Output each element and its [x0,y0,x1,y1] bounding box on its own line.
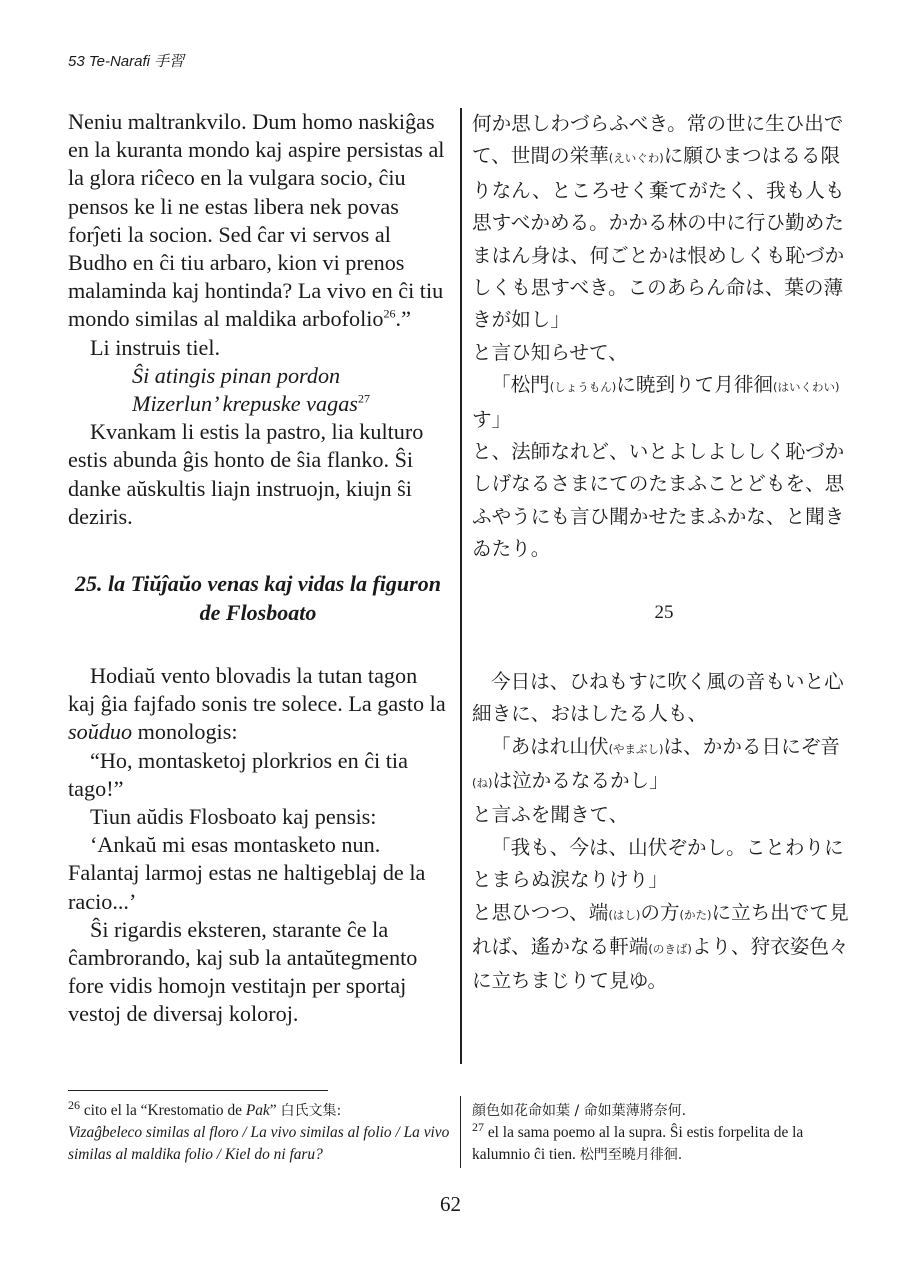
footnote-text [472,1119,856,1166]
footnote-27 [472,1100,856,1166]
ruby-reading: (はし) [608,907,641,922]
footnote-cjk: 白氏文集: [280,1103,342,1119]
ruby-reading: (ね) [472,775,493,790]
paragraph-text: に立ち出でて見れば、遙かなる軒端 [472,900,849,958]
ruby-reading: (やまぶし) [608,741,664,756]
section-number: 25 [654,601,674,623]
footnote-text-part: ” [269,1102,281,1119]
running-header: 53 Te-Narafi 手習 [68,53,185,70]
paragraph: と言ふを聞きて、 [472,803,629,827]
footnote-translation: Vizaĝbeleco similas al floro / La vivo similas al folio / La vivo similas al maldika folio / Kiel do ni faru? [68,1124,450,1163]
paragraph-text: Neniu maltrankvilo. Dum homo naskiĝas en la kuranta mondo kaj aspire persistas al la glora riĉeco en la vulgara socio, ĉiu pensos ke li ne estas libera nek povas forĵeti la socion. Sed ĉar vi servos al Budho en ĉi tiu arbaro, kion vi prenos malaminda kaj hontinda? La vivo en ĉi tiu mondo similas al maldika arbofolio [68,109,445,332]
paragraph-text: の方 [640,900,680,924]
emphasis: soŭduo [68,719,133,745]
poem-line: Ŝi atingis pinan pordon [132,362,341,388]
paragraph [472,369,856,436]
paragraph-text: monologis: [132,719,238,745]
paragraph: “Ho, montasketoj plorkrios en ĉi tia tago!” [68,747,408,801]
paragraph-text: 何か思しわづらふべき。常の世に生ひ出でて、世間の栄華 [472,112,844,168]
paragraph: と言ひ知らせて、 [472,340,628,364]
ruby-reading: (のきば) [648,941,692,956]
footnote-cjk: 顔色如花命如葉 / 命如葉薄將奈何. [472,1103,687,1119]
ruby-reading: (えいぐわ) [608,151,664,166]
paragraph [472,897,856,998]
footnote-text [68,1097,450,1122]
footnote-26 [68,1097,450,1166]
paragraph [68,662,448,747]
paragraph [68,108,448,334]
footnote-ref[interactable]: 26 [383,307,396,322]
poem-text: Mizerlun’ krepuske vagas [132,391,358,417]
paragraph-text: Hodiaŭ vento blovadis la tutan tagon kaj ĝia fajfado sonis tre solece. La gasto la [68,663,446,717]
footnote-ref[interactable]: 27 [357,391,370,406]
ruby-reading: (かた) [679,907,712,922]
paragraph: 「我も、今は、山伏ぞかし。ことわりにとまらぬ涙なりけり」 [472,835,844,892]
poem-line [68,390,448,418]
paragraph: Ŝi rigardis eksteren, starante ĉe la ĉambrorando, kaj sub la antaŭtegmento fore vidis homojn vestitajn per sportaj vestoj de diversaj koloroj. [68,916,418,1027]
paragraph: ‘Ankaŭ mi esas montasketo nun. Falantaj larmoj estas ne haltigeblaj de la racio...’ [68,832,426,914]
paragraph-text: に願ひまつはるる限りなん、ところせく棄てがたく、我も人も思すべかめる。かかる林の中に行ひ勤めたまはん身は、何ごとかは恨めしくも恥づかしくも思すべき。このあらん命は、葉の薄きが如し」 [472,144,845,332]
footnote-divider [460,1096,461,1168]
page-number: 62 [440,1192,461,1216]
footnote-rule [68,1090,328,1091]
ruby-reading: (しょうもん) [549,380,617,395]
paragraph-text: は泣かるなるかし」 [492,768,669,792]
paragraph: Tiun aŭdis Flosboato kaj pensis: [90,804,377,830]
section-heading: 25. la Tiŭĵaŭo venas kaj vidas la figuron de Flosboato [75,571,441,626]
paragraph-text: は、かかる日にぞ音 [663,734,840,758]
paragraph [472,731,856,800]
paragraph-text: 「あはれ山伏 [491,734,609,758]
footnote-number: 26 [68,1097,80,1112]
paragraph: Kvankam li estis la pastro, lia kulturo estis abunda ĝis honto de ŝia flanko. Ŝi danke aŭskultis liajn instruojn, kiujn ŝi deziris. [68,419,424,529]
paragraph-text: に暁到りて月徘徊 [616,373,774,397]
footnote-text-part: el la sama poemo al la supra. Ŝi estis forpelita de la kalumnio ĉi tien. [472,1124,804,1163]
footnote-text-part: cito el la “Krestomatio de [80,1102,246,1119]
paragraph-text: より、狩衣姿色々に立ちまじりて見ゆ。 [472,934,849,993]
footnote-number: 27 [472,1119,484,1134]
paragraph [472,108,856,337]
footnote-cjk: 松門至曉月徘徊. [579,1147,683,1163]
paragraph-text: と思ひつつ、端 [472,900,609,924]
paragraph: 今日は、ひねもすに吹く風の音もいと心細きに、おはしたる人も、 [472,669,844,726]
paragraph: Li instruis tiel. [90,334,221,360]
paragraph: と、法師なれど、いとよしよししく恥づかしげなるさまにてのたまふことどもを、思ふやうにも言ひ聞かせたまふかな、と聞きゐたり。 [472,440,845,561]
ruby-reading: (はいくわい) [773,380,840,395]
japanese-column [472,108,856,998]
esperanto-column [68,108,448,1029]
column-divider [460,108,462,1064]
paragraph-text: 「松門 [491,373,550,397]
paragraph-text: .” [395,306,411,332]
paragraph-text: す」 [472,407,512,431]
emphasis: Pak [245,1102,270,1119]
